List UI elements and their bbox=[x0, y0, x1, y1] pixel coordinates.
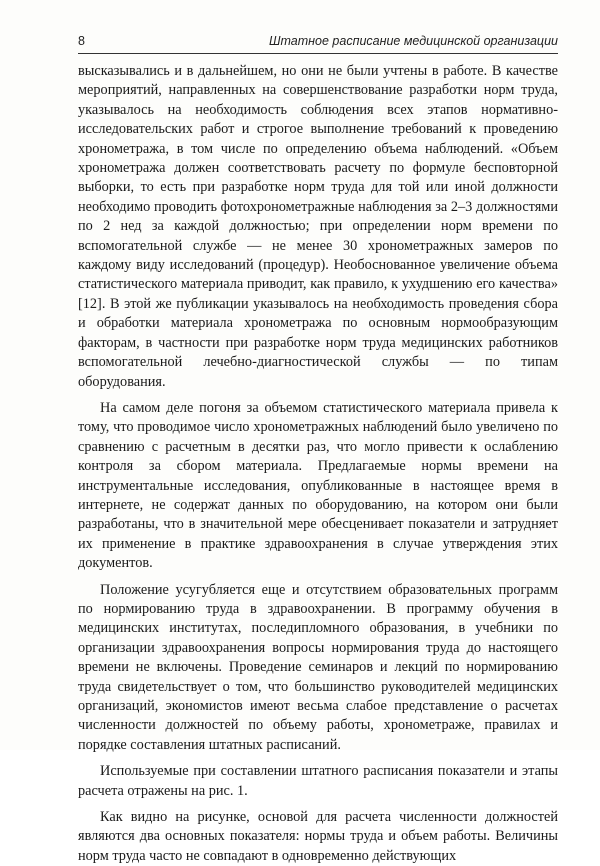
paragraph-continued: высказывались и в дальнейшем, но они не были учтены в работе. В качестве мероприятий, направленных на совершенствование разработки норм труда, указывалось на необходимость соблюдения всех этапов нормативно-исследовательских работ и строгое выполнение требований к проведению хронометража, в том числе по определению объема наблюдений. «Объем хронометража должен соответствовать расчету по формуле бесповторной выборки, то есть при разработке норм труда для той или иной должности необходимо проводить фотохронометражные наблюдения за 2–3 должностями по 2 нед за каждой должностью; при определении норм времени по вспомогательной службе — не менее 30 хронометражных замеров по каждому виду исследований (процедур). Необоснованное увеличение объема статистического материала приводит, как правило, к ухудшению его качества» [12]. В этой же публикации указывалось на необходимость проведения сбора и обработки материала хронометража по основным нормообразующим факторам, в частности при разработке норм труда медицинских работников вспомогательной лечебно-диагностической службы — по типам оборудования. bbox=[78, 63, 558, 390]
page-number: 8 bbox=[78, 34, 85, 48]
running-head bbox=[78, 34, 558, 52]
paragraph: Как видно на рисунке, основой для расчета численности должностей являются два основных показателя: нормы труда и объем работы. Величины норм труда часто не совпадают в одновременно действующих bbox=[78, 809, 558, 864]
running-title: Штатное расписание медицинской организации bbox=[269, 34, 558, 48]
paragraph: Используемые при составлении штатного расписания показатели и этапы расчета отражены на рис. 1. bbox=[78, 763, 558, 799]
body-text bbox=[78, 62, 558, 866]
header-rule bbox=[78, 53, 558, 54]
paragraph: Положение усугубляется еще и отсутствием образовательных программ по нормированию труда в здравоохранении. В программу обучения в медицинских институтах, последипломного образования, в учебники по организации здравоохранения вопросы нормирования труда до настоящего времени не включены. Проведение семинаров и лекций по нормированию труда свидетельствует о том, что большинство руководителей медицинских организаций, экономистов имеют весьма слабое представление о расчетах численности должностей по объему работы, хронометраже, правилах и порядке составления штатных расписаний. bbox=[78, 581, 558, 753]
paragraph: На самом деле погоня за объемом статистического материала привела к тому, что проводимое число хронометражных наблюдений было увеличено по сравнению с расчетным в десятки раз, что могло привести к ослаблению контроля за сбором материала. Предлагаемые нормы времени на инструментальные исследования, опубликованные в настоящее время в интернете, не содержат данных по оборудованию, на котором они были разработаны, что в значительной мере обесценивает показатели и затрудняет их применение в практике здравоохранения в случае утверждения этих документов. bbox=[78, 399, 558, 572]
